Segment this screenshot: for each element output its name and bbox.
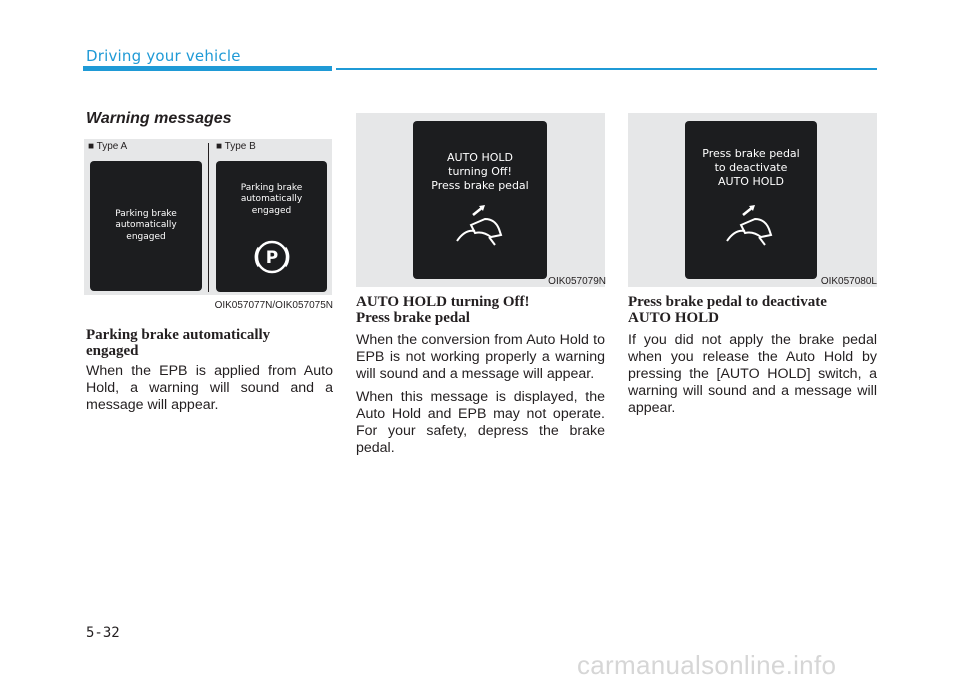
type-a-screen [90, 161, 202, 291]
col2-heading [356, 294, 606, 326]
watermark: carmanualsonline.info [577, 650, 837, 680]
col3-body [628, 332, 877, 423]
parking-symbol: P [265, 248, 279, 268]
figure-auto-hold-off [356, 113, 605, 287]
figure-a-code: OIK057077N/OIK057075N [214, 300, 333, 311]
col3-heading: Press brake pedal to deactivate AUTO HOLD [628, 294, 827, 326]
auto-hold-off-message: AUTO HOLD turning Off! Press brake pedal [431, 151, 529, 192]
type-b-message: Parking brake automatically engaged [240, 183, 303, 216]
warning-messages-heading: Warning messages [86, 110, 232, 127]
section-title: Driving your vehicle [86, 47, 241, 65]
col2-heading-line2: Press brake pedal [356, 310, 470, 326]
deactivate-screen [685, 121, 817, 279]
type-a-label: ■ Type A [88, 141, 128, 152]
col2-paragraph-1: When the conversion from Auto Hold to EPB is not working properly a warning will sound and a message will appear. [356, 332, 605, 382]
figure-deactivate-auto-hold [628, 113, 877, 287]
deactivate-message: Press brake pedal to deactivate AUTO HOLD [702, 147, 800, 188]
header-rule-thin [336, 68, 877, 70]
type-a-message: Parking brake automatically engaged [115, 209, 177, 242]
type-divider [208, 143, 209, 292]
type-b-label: ■ Type B [216, 141, 256, 152]
figure-c-code: OIK057080L [820, 276, 877, 287]
header-rule-thick [83, 66, 332, 71]
figure-b-code: OIK057079N [548, 276, 606, 287]
auto-hold-off-screen [413, 121, 547, 279]
figure-parking-brake [84, 139, 332, 295]
parking-brake-icon [254, 239, 290, 275]
brake-pedal-icon [721, 201, 781, 251]
col2-body [356, 332, 605, 463]
type-b-screen [216, 161, 327, 292]
brake-pedal-icon [451, 201, 511, 251]
col1-paragraph: When the EPB is applied from Auto Hold, a warning will sound and a message will appear. [86, 363, 333, 413]
col3-paragraph: If you did not apply the brake pedal when you release the Auto Hold by pressing the [AUTO HOLD] switch, a warning will sound and a message will appear. [628, 332, 877, 416]
col2-heading-line1: AUTO HOLD turning Off! [356, 294, 530, 310]
page-number: 5-32 [86, 625, 120, 641]
col2-paragraph-2: When this message is displayed, the Auto Hold and EPB may not operate. For your safety, depress the brake pedal. [356, 389, 605, 456]
col1-body [86, 363, 333, 420]
col1-heading: Parking brake automatically engaged [86, 327, 271, 359]
